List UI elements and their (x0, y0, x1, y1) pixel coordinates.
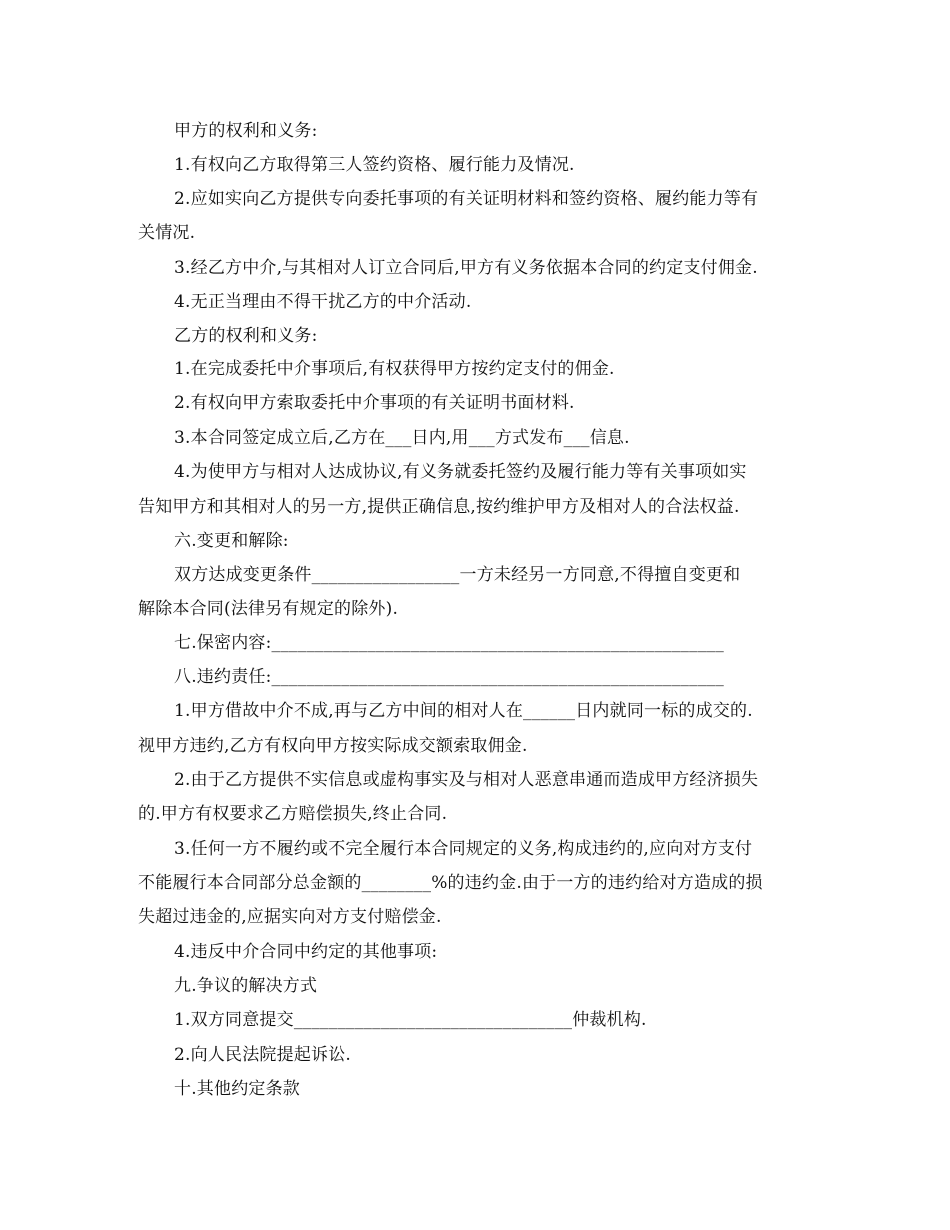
section-heading: 七.保密内容:____________________________________________________ (174, 633, 724, 653)
text-line: 视甲方违约,乙方有权向甲方按实际成交额索取佣金. (138, 736, 528, 756)
text-line: 关情况. (138, 223, 196, 243)
text-line: 1.在完成委托中介事项后,有权获得甲方按约定支付的佣金. (174, 359, 615, 379)
text-line: 4.无正当理由不得干扰乙方的中介活动. (174, 292, 472, 312)
text-line: 4.为使甲方与相对人达成协议,有义务就委托签约及履行能力等有关事项如实 (174, 462, 747, 482)
text-line: 3.任何一方不履约或不完全履行本合同规定的义务,构成违约的,应向对方支付 (174, 839, 753, 859)
text-line: 2.由于乙方提供不实信息或虚构事实及与相对人恶意串通而造成甲方经济损失 (174, 770, 759, 790)
text-line: 1.甲方借故中介不成,再与乙方中间的相对人在______日内就同一标的成交的. (174, 701, 753, 721)
text-line: 2.向人民法院提起诉讼. (174, 1045, 352, 1065)
section-heading: 八.违约责任:____________________________________________________ (174, 667, 724, 687)
text-line: 2.有权向甲方索取委托中介事项的有关证明书面材料. (174, 393, 575, 413)
text-line: 的.甲方有权要求乙方赔偿损失,终止合同. (138, 804, 448, 824)
text-line: 不能履行本合同部分总金额的________%的违约金.由于一方的违约给对方造成的损 (138, 873, 763, 893)
text-line: 失超过违金的,应据实向对方支付赔偿金. (138, 907, 442, 927)
text-line: 2.应如实向乙方提供专向委托事项的有关证明材料和签约资格、履约能力等有 (174, 189, 759, 209)
section-heading: 六.变更和解除: (174, 531, 289, 551)
text-line: 甲方的权利和义务: (174, 121, 318, 141)
text-line: 1.有权向乙方取得第三人签约资格、履行能力及情况. (174, 155, 575, 175)
text-line: 乙方的权利和义务: (174, 326, 318, 346)
text-line: 告知甲方和其相对人的另一方,提供正确信息,按约维护甲方及相对人的合法权益. (138, 497, 740, 517)
text-line: 1.双方同意提交________________________________仲裁机构. (174, 1010, 647, 1030)
text-line: 解除本合同(法律另有规定的除外). (138, 599, 399, 619)
text-line: 4.违反中介合同中约定的其他事项: (174, 942, 438, 962)
text-line: 3.本合同签定成立后,乙方在___日内,用___方式发布___信息. (174, 428, 630, 448)
text-line: 双方达成变更条件_________________一方未经另一方同意,不得擅自变更和 (174, 565, 741, 585)
text-line: 3.经乙方中介,与其相对人订立合同后,甲方有义务依据本合同的约定支付佣金. (174, 258, 758, 278)
section-heading: 九.争议的解决方式 (174, 976, 318, 996)
section-heading: 十.其他约定条款 (174, 1079, 301, 1099)
